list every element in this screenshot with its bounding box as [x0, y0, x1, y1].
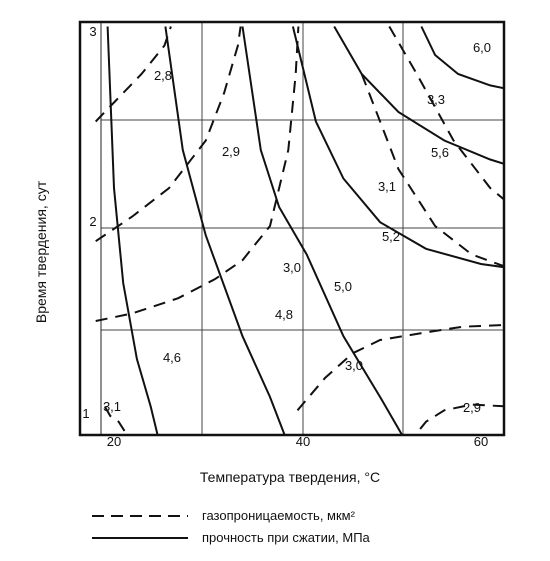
contour-label: 2,9	[462, 400, 482, 415]
contour-label: 2,8	[153, 68, 173, 83]
x-tick-label: 40	[295, 434, 311, 449]
y-tick-label: 3	[89, 24, 97, 39]
contour-label: 2,9	[221, 144, 241, 159]
y-tick-label: 2	[89, 214, 97, 229]
contour-label: 3,3	[426, 92, 446, 107]
curves	[96, 27, 509, 445]
contour-label: 3,1	[102, 399, 122, 414]
contour-label: 6,0	[472, 40, 492, 55]
solid-line-swatch	[92, 533, 188, 543]
y-axis-label: Время твердения, сут	[33, 180, 49, 324]
x-tick-label: 60	[473, 434, 489, 449]
x-tick-label: 20	[106, 434, 122, 449]
legend-item-permeability	[92, 508, 355, 523]
contour-label: 4,8	[274, 307, 294, 322]
contour-label: 5,2	[381, 229, 401, 244]
contour-label: 5,6	[430, 145, 450, 160]
strength-contour	[421, 27, 508, 90]
x-axis-label: Температура твердения, °С	[199, 469, 381, 485]
permeability-contour	[96, 27, 241, 242]
legend-label-permeability: газопроницаемость, мкм²	[202, 508, 355, 523]
contour-label: 3,0	[344, 358, 364, 373]
grid	[101, 22, 504, 435]
dashed-line-swatch	[92, 511, 188, 521]
permeability-contour	[408, 405, 509, 445]
contour-label: 3,1	[377, 179, 397, 194]
legend-item-strength	[92, 530, 370, 545]
legend-label-strength: прочность при сжатии, МПа	[202, 530, 370, 545]
strength-contour	[108, 27, 160, 445]
contour-label: 5,0	[333, 279, 353, 294]
contour-label: 3,0	[282, 260, 302, 275]
y-tick-label: 1	[82, 406, 90, 421]
contour-label: 4,6	[162, 350, 182, 365]
strength-contour	[293, 27, 509, 268]
